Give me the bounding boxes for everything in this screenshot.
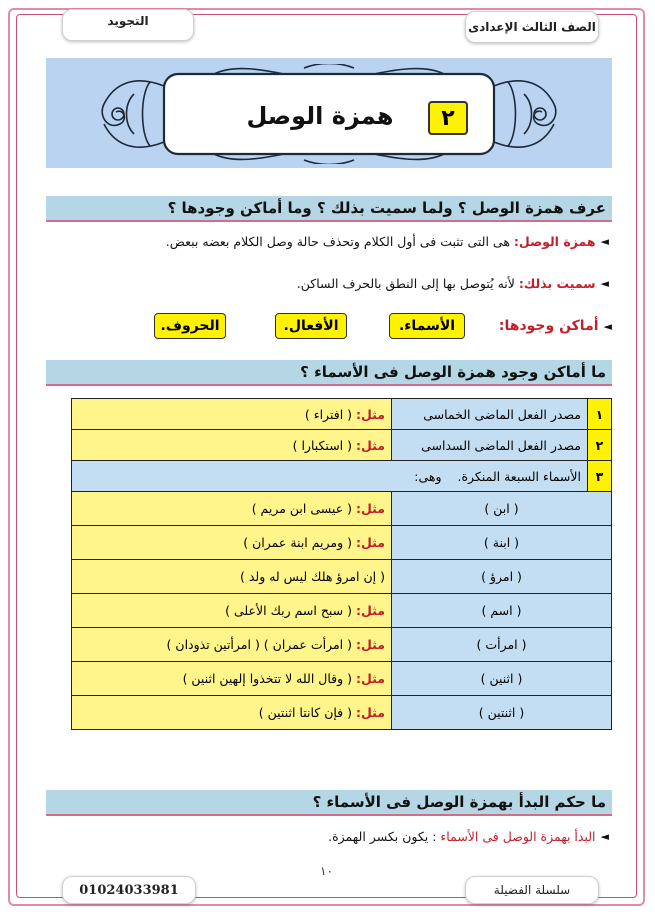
- place-nouns-box: الأسماء.: [389, 313, 465, 339]
- row-number: ١: [588, 399, 612, 430]
- subject-label: التجويد: [62, 9, 194, 41]
- series-name: سلسلة الفضيلة: [465, 876, 599, 904]
- example-text: ( افتراء ): [304, 406, 353, 422]
- noun-example: [72, 594, 392, 628]
- noun-word: ( ابنة ): [392, 526, 612, 560]
- table-row: [72, 628, 612, 662]
- noun-word: ( امرأت ): [392, 628, 612, 662]
- lesson-number: ٢: [428, 101, 468, 135]
- noun-word: ( اثنتين ): [392, 696, 612, 730]
- pointer-arrow-icon: ◄: [600, 235, 609, 248]
- table-row: [72, 399, 612, 430]
- example-label: مثل:: [356, 637, 385, 652]
- example-label: مثل:: [356, 437, 385, 453]
- example-text: ( استكبارا ): [292, 437, 353, 453]
- example-text: ( فإن كانتا اثنتين ): [258, 705, 353, 720]
- example-text: ( امرأت عمران ) ( امرأتين تذودان ): [166, 637, 353, 652]
- places-line: [486, 318, 612, 334]
- example-label: مثل:: [356, 603, 385, 618]
- table-row: [72, 461, 612, 492]
- section-heading-ruling: ما حكم البدأ بهمزة الوصل فى الأسماء ؟: [46, 790, 612, 816]
- noun-word: ( اثنين ): [392, 662, 612, 696]
- example-label: مثل:: [356, 671, 385, 686]
- example-text: ( وقال الله لا تتخذوا إلهين اثنين ): [182, 671, 353, 686]
- naming-text: لأنه يُتوصل بها إلى النطق بالحرف الساكن.: [296, 276, 515, 291]
- example-label: مثل:: [356, 705, 385, 720]
- row-text: [72, 461, 588, 492]
- naming-line: [297, 276, 609, 291]
- row-number: ٢: [588, 430, 612, 461]
- noun-example: [72, 628, 392, 662]
- seven-nouns-text: الأسماء السبعة المنكرة.: [457, 468, 581, 484]
- ruling-label: البدأ بهمزة الوصل فى الأسماء: [440, 829, 596, 844]
- nouns-table: [71, 398, 612, 730]
- place-letters-box: الحروف.: [154, 313, 226, 339]
- definition-text: هى التى تثبت فى أول الكلام وتحذف حالة وصل الكلام بعضه ببعض.: [165, 234, 510, 249]
- table-row: [72, 560, 612, 594]
- noun-example: [72, 492, 392, 526]
- place-verbs-box: الأفعال.: [275, 313, 347, 339]
- table-row: [72, 526, 612, 560]
- ruling-line: [328, 829, 609, 844]
- example-text: ( ومريم ابنة عمران ): [243, 535, 353, 550]
- definition-label: همزة الوصل:: [513, 234, 596, 249]
- example-label: مثل:: [356, 406, 385, 422]
- phone-number: 01024033981: [62, 876, 196, 904]
- example-label: مثل:: [356, 501, 385, 516]
- example-text: ( سبح اسم ربك الأعلى ): [225, 603, 353, 618]
- example-label: مثل:: [356, 535, 385, 550]
- noun-word: ( ابن ): [392, 492, 612, 526]
- row-number: ٣: [588, 461, 612, 492]
- row-example: [72, 399, 392, 430]
- section-heading-definition: عرف همزة الوصل ؟ ولما سميت بذلك ؟ وما أماكن وجودها ؟: [46, 196, 612, 222]
- pointer-arrow-icon: ◄: [603, 319, 612, 333]
- pointer-arrow-icon: ◄: [600, 830, 609, 843]
- noun-example: [72, 560, 392, 594]
- naming-label: سميت بذلك:: [518, 276, 596, 291]
- table-row: [72, 492, 612, 526]
- seven-nouns-suffix: وهى:: [414, 468, 442, 484]
- noun-example: [72, 526, 392, 560]
- example-text: ( عيسى ابن مريم ): [251, 501, 353, 516]
- lesson-title: همزة الوصل: [246, 102, 394, 130]
- noun-word: ( امرؤ ): [392, 560, 612, 594]
- row-example: [72, 430, 392, 461]
- grade-label: الصف الثالث الإعدادى: [465, 11, 599, 43]
- page-number: ١٠: [320, 864, 333, 878]
- noun-example: [72, 662, 392, 696]
- pointer-arrow-icon: ◄: [600, 277, 609, 290]
- row-text: مصدر الفعل الماضى السداسى: [392, 430, 588, 461]
- noun-word: ( اسم ): [392, 594, 612, 628]
- table-row: [72, 696, 612, 730]
- definition-line: [166, 234, 609, 249]
- row-text: مصدر الفعل الماضى الخماسى: [392, 399, 588, 430]
- section-heading-places-in-nouns: ما أماكن وجود همزة الوصل فى الأسماء ؟: [46, 360, 612, 386]
- table-row: [72, 594, 612, 628]
- example-text: ( إن امرؤ هلك ليس له ولد ): [239, 569, 385, 584]
- ruling-text: : يكون بكسر الهمزة.: [328, 829, 437, 844]
- table-row: [72, 430, 612, 461]
- noun-example: [72, 696, 392, 730]
- table-row: [72, 662, 612, 696]
- places-label: أماكن وجودها:: [498, 318, 599, 334]
